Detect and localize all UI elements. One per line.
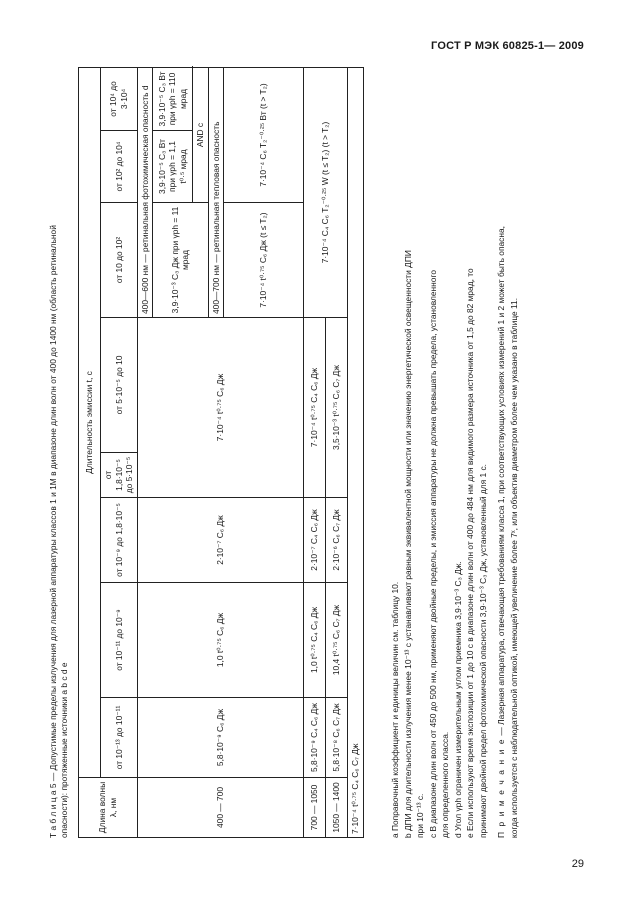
duration-col-8: от 10⁴ до 3·10⁴ <box>101 67 138 130</box>
caption-line-1: Т а б л и ц а 5 — Допустимые пределы излучения для лазерной аппаратуры классов 1 и 1М в диапазоне длин волн от 400 до 1400 нм (область ретинальной <box>48 225 58 838</box>
row3-cell-3: 2·10⁻⁶ C₆ C₇ Дж <box>326 498 348 583</box>
header-wavelength: Длина волны λ, нм <box>79 778 138 838</box>
rotated-table-region <box>48 68 553 838</box>
duration-col-3: от 10⁻⁹ до 1,8·10⁻⁵ <box>101 498 138 583</box>
duration-col-4: от 1,8·10⁻⁵ до 5·10⁻⁵ <box>101 453 138 498</box>
row2-cell-1: 5,8·10⁻⁹ C₄ C₆ Дж <box>304 698 326 778</box>
row1-cell-4: 7·10⁻⁴ t⁰·⁷⁵ C₆ Дж <box>137 318 304 498</box>
page-number: 29 <box>571 858 584 870</box>
thermal-title: 400—700 нм — ретинальная тепловая опасность <box>208 67 224 317</box>
row1-cell-1: 5,8·10⁻⁹ C₆ Дж <box>137 698 304 778</box>
duration-col-1: от 10⁻¹³ до 10⁻¹¹ <box>101 698 138 778</box>
table-notes <box>390 68 521 838</box>
note-d: d Угол γph ограничен измерительным углом приемника 3,9·10⁻³ C₃ Дж. <box>452 561 463 838</box>
note-e-1: e Если используют время экспозиции от 1 до 10 с в диапазоне длин волн от 400 до 484 нм для видимого размера источника от 1,5 до 82 мрад, то <box>465 268 475 838</box>
duration-col-5: от 5·10⁻⁵ до 10 <box>101 318 138 453</box>
limits-table <box>78 67 364 838</box>
note-e-2: принимают двойной предел фотохимической опасности 3,9·10⁻³ C₃ Дж, установленный для 1 с. <box>477 464 488 838</box>
photochem-title: 400—600 нм — ретинальная фотохимическая опасность d <box>137 67 153 317</box>
thermal-left: 7·10⁻⁴ t⁰·⁷⁵ C₆ Дж (t ≤ T₂) <box>224 203 304 318</box>
row3-label: 1050 — 1400 <box>326 778 348 838</box>
row2-cell-3: 2·10⁻⁷ C₄ C₆ Дж <box>304 498 326 583</box>
row1-cell-2: 1,0 t⁰·⁷⁵ C₆ Дж <box>137 583 304 698</box>
remark-word: П р и м е ч а н и е <box>496 737 506 838</box>
row3-cell-4: 3,5·10⁻³ t⁰·⁷⁵ C₆ C₇ Дж <box>326 318 348 498</box>
and-label: AND c <box>193 67 209 202</box>
row1-label: 400 — 700 <box>137 778 304 838</box>
row2-cell-2: 1,0 t⁰·⁷⁵ C₄ C₆ Дж <box>304 583 326 698</box>
duration-col-7: от 10² до 10⁴ <box>101 131 138 203</box>
note-b-1: b ДПИ для длительности излучения менее 10⁻¹³ с устанавливают равным эквивалентной мощности или значению энергетической освещенности ДПИ <box>402 250 413 838</box>
document-header: ГОСТ Р МЭК 60825-1— 2009 <box>431 40 584 52</box>
remark-line-1: — Лазерная аппаратура, отвечающая требованиям класса 1, при соответствующих условиях измерений 1 и 2 может быть опасна, <box>496 226 506 738</box>
row2-tail: 7·10⁻⁴ C₄ C₆ T₂⁻⁰·²⁵ W (t ≤ T₂) (t > T₂) <box>304 67 348 317</box>
row3-cell-2: 10,4 t⁰·⁷⁵ C₆ C₇ Дж <box>326 583 348 698</box>
remark-line-2: когда используется с наблюдательной оптикой, имеющей увеличение более 7ˣ, или объектив диаметром более чем указано в таблице 11. <box>508 297 519 838</box>
note-c-2: для определенного класса. <box>440 731 450 838</box>
duration-col-6: от 10 до 10² <box>101 203 138 318</box>
photochem-cell-b: 3,9·10⁻⁵ C₃ Вт при γph = 1,1 t⁰·⁵ мрад <box>153 131 193 203</box>
duration-col-2: от 10⁻¹¹ до 10⁻⁹ <box>101 583 138 698</box>
note-a: a Поправочный коэффициент и единицы величин см. таблицу 10. <box>390 581 400 838</box>
row2-cell-4: 7·10⁻⁴ t⁰·⁷⁵ C₄ C₆ Дж <box>304 318 326 498</box>
header-duration: Длительность эмиссии t, с <box>79 67 101 777</box>
row1-cell-3: 2·10⁻⁷ C₆ Дж <box>137 498 304 583</box>
note-b-2: при 10⁻¹³ с. <box>415 793 425 838</box>
thermal-right: 7·10⁻⁴ C₆ T₂⁻⁰·²⁵ Вт (t > T₂) <box>224 67 304 202</box>
row3-cell-1: 5,8·10⁻⁸ C₆ C₇ Дж <box>326 698 348 778</box>
caption-line-2: опасности): протяженные источники a b c d e <box>58 662 69 838</box>
row2-label: 700 — 1050 <box>304 778 326 838</box>
table-caption <box>48 68 69 838</box>
remark <box>496 68 507 838</box>
row3-cell-5: 7·10⁻⁴ t⁰·⁷⁵ C₄ C₆ C₇ Дж <box>348 67 364 837</box>
note-c-1: c В диапазоне длин волн от 450 до 500 нм, применяют двойные пределы, и эмиссия аппаратуры не должна превышать предела, установленного <box>427 270 438 838</box>
photochem-cell-a: 3,9·10⁻³ C₃ Дж при γph = 11 мрад <box>153 203 209 318</box>
photochem-cell-c: 3,9·10⁻⁵ C₃ Вт при γph = 110 мрад <box>153 67 193 130</box>
